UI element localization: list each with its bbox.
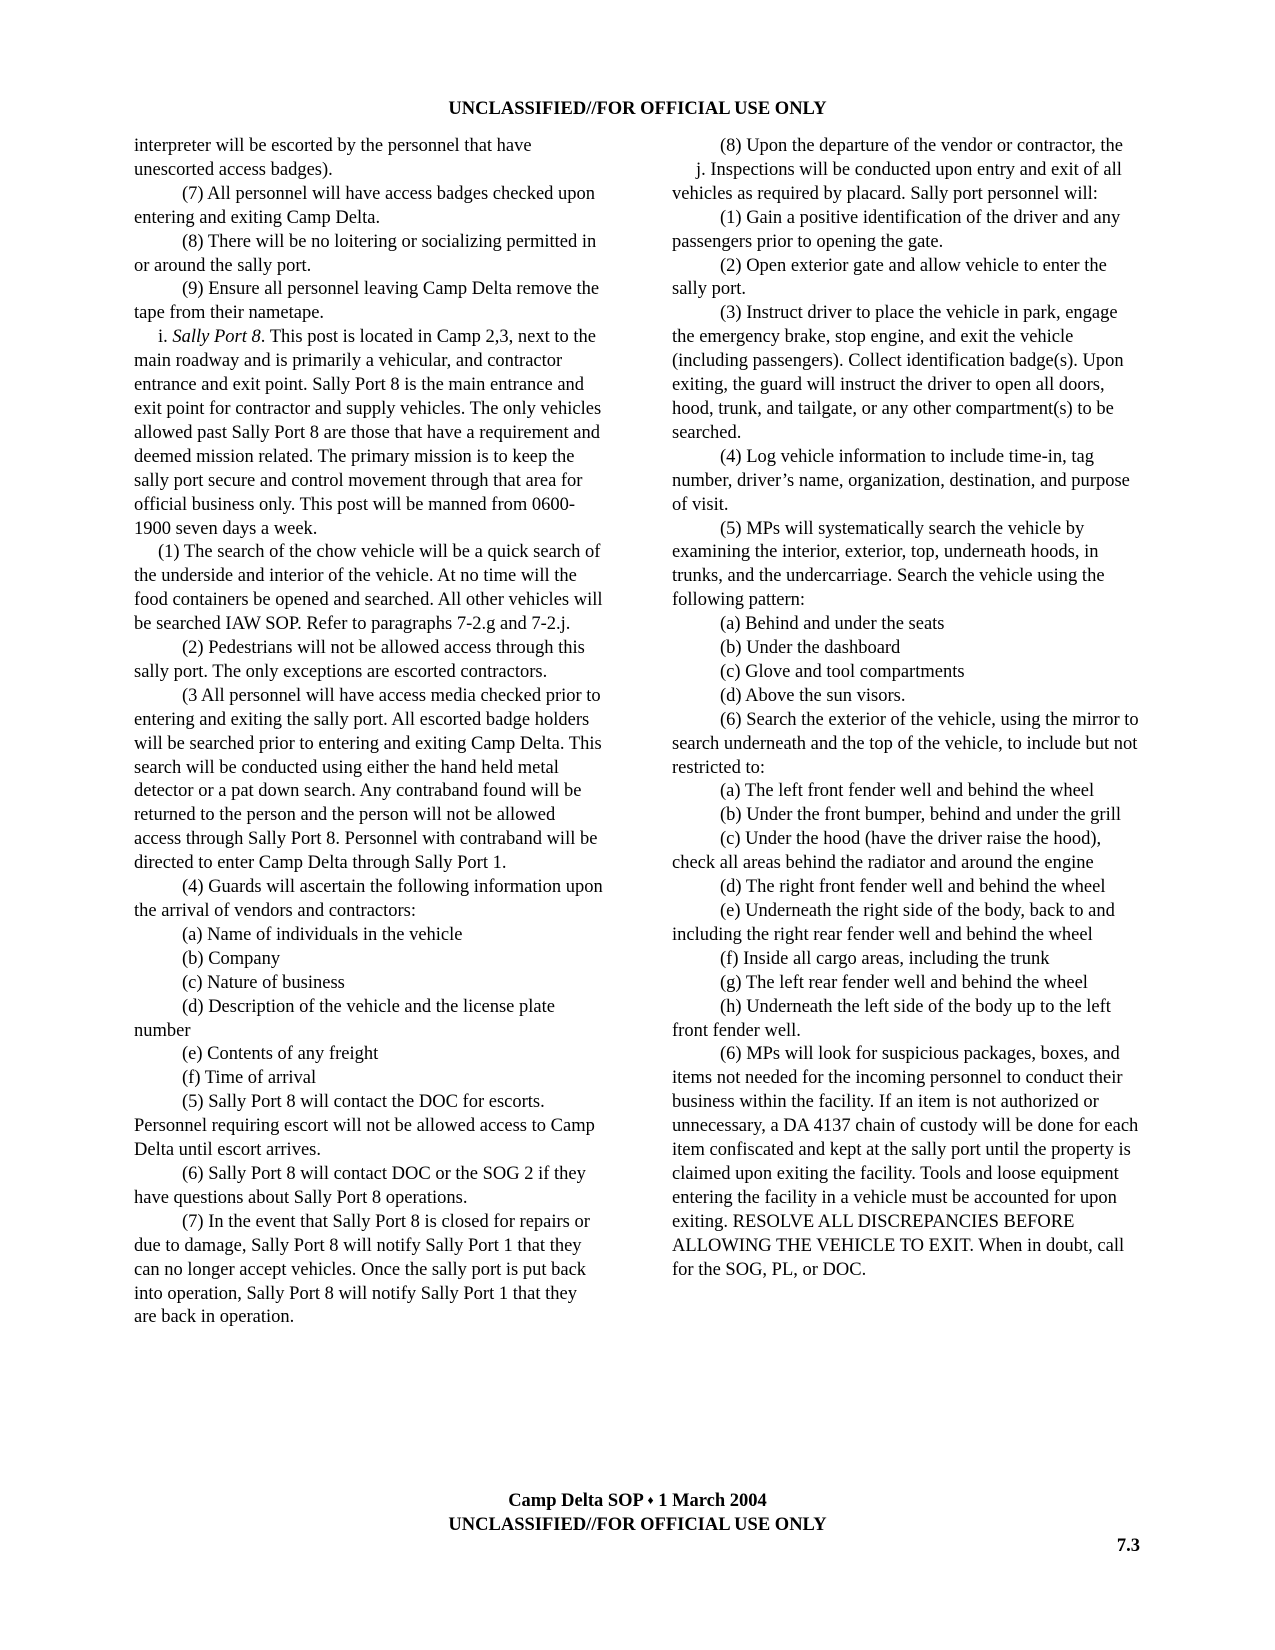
paragraph-text: j. Inspections will be conducted upon entry and exit of all vehicles as required by placard. Sally port personnel will: bbox=[672, 159, 1122, 204]
paragraph bbox=[134, 183, 604, 231]
paragraph bbox=[672, 661, 1142, 685]
paragraph bbox=[134, 231, 604, 279]
paragraph-text: (c) Under the hood (have the driver raise the hood), check all areas behind the radiator and around the engine bbox=[672, 829, 1102, 874]
paragraph-text: (c) Glove and tool compartments bbox=[720, 661, 965, 682]
paragraph-text: (d) Above the sun visors. bbox=[720, 685, 906, 706]
paragraph bbox=[134, 996, 604, 1044]
paragraph-text: interpreter will be escorted by the personnel that have unescorted access badges). bbox=[134, 136, 532, 180]
page-number: 7.3 bbox=[1116, 1536, 1140, 1556]
paragraph bbox=[672, 876, 1142, 900]
paragraph-text: (g) The left rear fender well and behind the wheel bbox=[720, 972, 1088, 993]
paragraph-text: (b) Under the dashboard bbox=[720, 638, 901, 659]
paragraph-text: (5) Sally Port 8 will contact the DOC for escorts. Personnel requiring escort will not be allowed access to Camp Delta until escort arrives. bbox=[134, 1092, 595, 1161]
paragraph bbox=[134, 135, 604, 183]
paragraph-text: (4) Guards will ascertain the following information upon the arrival of vendors and contractors: bbox=[134, 877, 603, 921]
paragraph-text: (3) Instruct driver to place the vehicle in park, engage the emergency brake, stop engine, and exit the vehicle (including passengers). Collect identification badge(s). Upon exiting, the guard will instruct the driver to open all doors, hood, trunk, and tailgate, or any other compartment(s) to be searched. bbox=[672, 303, 1124, 443]
footer-classification: UNCLASSIFIED//FOR OFFICIAL USE ONLY bbox=[448, 1515, 827, 1535]
paragraph bbox=[134, 1211, 604, 1331]
paragraph-text: (f) Time of arrival bbox=[182, 1068, 317, 1089]
paragraph bbox=[134, 972, 604, 996]
paragraph bbox=[134, 637, 604, 685]
paragraph-text: (2) Open exterior gate and allow vehicle to enter the sally port. bbox=[672, 255, 1107, 300]
footer bbox=[0, 1488, 1275, 1537]
paragraph bbox=[134, 1163, 604, 1211]
right-column bbox=[672, 135, 1142, 1283]
paragraph bbox=[672, 996, 1142, 1044]
paragraph-text: (5) MPs will systematically search the vehicle by examining the interior, exterior, top, underneath hoods, in trunks, and the undercarriage. Search the vehicle using the following pattern: bbox=[672, 518, 1105, 611]
paragraph-text: (6) MPs will look for suspicious packages, boxes, and items not needed for the incoming personnel to conduct their business within the facility. If an item is not authorized or unnecessary, a DA 4137 chain of custody will be done for each item confiscated and kept at the sally port until the property is claimed upon exiting the facility. Tools and loose equipment entering the facility in a vehicle must be accounted for upon exiting. RESOLVE ALL DISCREPANCIES BEFORE ALLOWING THE VEHICLE TO EXIT. When in doubt, call for the SOG, PL, or DOC. bbox=[672, 1044, 1139, 1280]
paragraph bbox=[672, 207, 1142, 255]
paragraph bbox=[134, 1043, 604, 1067]
footer-date: 1 March 2004 bbox=[658, 1491, 767, 1511]
paragraph bbox=[672, 613, 1142, 637]
paragraph bbox=[672, 159, 1142, 207]
paragraph-text: (2) Pedestrians will not be allowed access through this sally port. The only exceptions are escorted contractors. bbox=[134, 638, 585, 682]
paragraph-text: (1) Gain a positive identification of the driver and any passengers prior to opening the gate. bbox=[672, 207, 1121, 252]
paragraph-text: (a) Name of individuals in the vehicle bbox=[182, 924, 463, 945]
paragraph bbox=[672, 948, 1142, 972]
paragraph-text: (8) Upon the departure of the vendor or contractor, the bbox=[720, 136, 1124, 156]
paragraph bbox=[672, 804, 1142, 828]
paragraph-text: (6) Search the exterior of the vehicle, using the mirror to search underneath and the top of the vehicle, to include but not restricted to: bbox=[672, 709, 1139, 778]
paragraph bbox=[672, 255, 1142, 303]
paragraph-text: (d) The right front fender well and behind the wheel bbox=[720, 877, 1106, 898]
paragraph bbox=[134, 685, 604, 876]
paragraph-text: (7) All personnel will have access badges checked upon entering and exiting Camp Delta. bbox=[134, 183, 596, 228]
paragraph bbox=[672, 780, 1142, 804]
paragraph-text: (h) Underneath the left side of the body up to the left front fender well. bbox=[672, 996, 1111, 1041]
paragraph bbox=[672, 135, 1142, 159]
paragraph-text: (4) Log vehicle information to include time-in, tag number, driver’s name, organization, destination, and purpose of visit. bbox=[672, 446, 1130, 515]
paragraph bbox=[134, 326, 604, 541]
paragraph bbox=[134, 1067, 604, 1091]
paragraph-text: (6) Sally Port 8 will contact DOC or the SOG 2 if they have questions about Sally Port 8 operations. bbox=[134, 1163, 586, 1208]
paragraph bbox=[672, 637, 1142, 661]
paragraph-text: (e) Contents of any freight bbox=[182, 1044, 379, 1065]
paragraph-text: (9) Ensure all personnel leaving Camp Delta remove the tape from their nametape. bbox=[134, 279, 600, 324]
paragraph-text: (f) Inside all cargo areas, including the trunk bbox=[720, 948, 1050, 969]
paragraph bbox=[672, 900, 1142, 948]
paragraph bbox=[672, 685, 1142, 709]
paragraph-text: (b) Under the front bumper, behind and under the grill bbox=[720, 805, 1122, 826]
header-classification: UNCLASSIFIED//FOR OFFICIAL USE ONLY bbox=[448, 99, 827, 119]
paragraph bbox=[672, 1043, 1142, 1282]
paragraph bbox=[134, 924, 604, 948]
paragraph bbox=[672, 446, 1142, 518]
paragraph-text: (8) There will be no loitering or socializing permitted in or around the sally port. bbox=[134, 231, 597, 276]
footer-title-line bbox=[0, 1488, 1275, 1513]
paragraph-text: (d) Description of the vehicle and the license plate number bbox=[134, 996, 555, 1041]
paragraph bbox=[672, 518, 1142, 614]
paragraph bbox=[672, 828, 1142, 876]
paragraph bbox=[134, 278, 604, 326]
paragraph-lead: i. bbox=[158, 327, 173, 348]
paragraph bbox=[134, 1091, 604, 1163]
left-column bbox=[134, 135, 604, 1330]
paragraph-text: (7) In the event that Sally Port 8 is closed for repairs or due to damage, Sally Port 8 will notify Sally Port 1 that they can no longer accept vehicles. Once the sally port is put back into operation, Sally Port 8 will notify Sally Port 1 that they are back in operation. bbox=[134, 1211, 590, 1328]
paragraph bbox=[134, 876, 604, 924]
paragraph-text: (e) Underneath the right side of the body, back to and including the right rear fender well and behind the wheel bbox=[672, 901, 1115, 945]
paragraph-text: (a) Behind and under the seats bbox=[720, 614, 945, 635]
paragraph bbox=[134, 541, 604, 637]
paragraph-text: (3 All personnel will have access media checked prior to entering and exiting the sally port. All escorted badge holders will be searched prior to entering and exiting Camp Delta. This search will be conducted using either the hand held metal detector or a pat down search. Any contraband found will be returned to the person and the person will not be allowed access through Sally Port 8. Personnel with contraband will be directed to enter Camp Delta through Sally Port 1. bbox=[134, 685, 602, 874]
diamond-separator-icon: ♦ bbox=[647, 1493, 654, 1507]
paragraph bbox=[134, 948, 604, 972]
paragraph bbox=[672, 972, 1142, 996]
paragraph-text: . This post is located in Camp 2,3, next to the main roadway and is primarily a vehicular, and contractor entrance and exit point. Sally Port 8 is the main entrance and exit point for contractor and supply vehicles. The only vehicles allowed past Sally Port 8 are those that have a requirement and deemed mission related. The primary mission is to keep the sally port secure and control movement through that area for official business only. This post will be manned from 0600-1900 seven days a week. bbox=[134, 327, 602, 539]
paragraph-text: (c) Nature of business bbox=[182, 972, 345, 993]
paragraph-heading: Sally Port 8 bbox=[172, 327, 261, 348]
paragraph bbox=[672, 302, 1142, 445]
paragraph-text: (b) Company bbox=[182, 948, 281, 969]
paragraph-text: (1) The search of the chow vehicle will be a quick search of the underside and interior of the vehicle. At no time will the food containers be opened and searched. All other vehicles will be searched IAW SOP. Refer to paragraphs 7-2.g and 7-2.j. bbox=[134, 542, 603, 635]
paragraph-text: (a) The left front fender well and behind the wheel bbox=[720, 781, 1095, 802]
paragraph bbox=[672, 709, 1142, 781]
footer-doc-title: Camp Delta SOP bbox=[508, 1491, 643, 1511]
